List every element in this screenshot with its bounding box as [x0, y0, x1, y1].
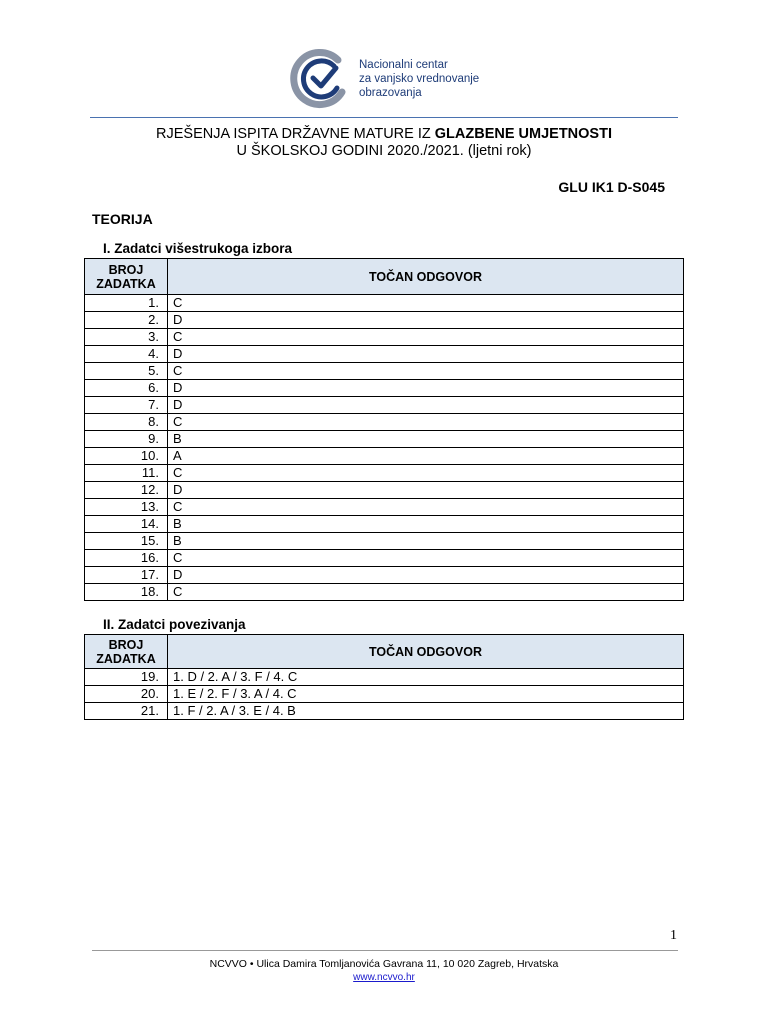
- correct-answer: D: [168, 482, 684, 499]
- table-row: [85, 431, 684, 448]
- logo-line: obrazovanja: [359, 87, 422, 99]
- task-number: 16.: [85, 550, 168, 567]
- table-row: [85, 465, 684, 482]
- correct-answer: C: [168, 363, 684, 380]
- website-link[interactable]: www.ncvvo.hr: [353, 972, 415, 983]
- ncvvo-logo: [290, 46, 490, 110]
- table-row: [85, 499, 684, 516]
- correct-answer: D: [168, 312, 684, 329]
- table-row: [85, 363, 684, 380]
- logo-line: za vanjsko vrednovanje: [359, 73, 480, 85]
- task-number: 3.: [85, 329, 168, 346]
- correct-answer: C: [168, 329, 684, 346]
- task-number: 18.: [85, 584, 168, 601]
- task-number: 13.: [85, 499, 168, 516]
- column-header-number: BROJ ZADATKA: [85, 635, 168, 669]
- task-number: 11.: [85, 465, 168, 482]
- table-row: [85, 550, 684, 567]
- title-prefix: RJEŠENJA ISPITA DRŽAVNE MATURE IZ: [156, 126, 435, 142]
- logo-text: [359, 58, 479, 100]
- answers-table-2: [84, 634, 684, 720]
- column-header-answer: TOČAN ODGOVOR: [168, 259, 684, 295]
- answers-table-1: [84, 258, 684, 601]
- table-row: [85, 329, 684, 346]
- task-number: 20.: [85, 686, 168, 703]
- correct-answer: D: [168, 567, 684, 584]
- correct-answer: A: [168, 448, 684, 465]
- footer: [0, 958, 768, 984]
- correct-answer: B: [168, 533, 684, 550]
- table-row: [85, 414, 684, 431]
- correct-answer: C: [168, 550, 684, 567]
- task-number: 7.: [85, 397, 168, 414]
- task-number: 8.: [85, 414, 168, 431]
- footer-address: NCVVO • Ulica Damira Tomljanovića Gavrana 11, 10 020 Zagreb, Hrvatska: [209, 958, 559, 970]
- correct-answer: 1. F / 2. A / 3. E / 4. B: [168, 703, 684, 720]
- task-number: 21.: [85, 703, 168, 720]
- task-number: 17.: [85, 567, 168, 584]
- exam-code: GLU IK1 D-S045: [558, 179, 665, 195]
- correct-answer: 1. E / 2. F / 3. A / 4. C: [168, 686, 684, 703]
- table-row: [85, 686, 684, 703]
- task-number: 19.: [85, 669, 168, 686]
- logo-line: Nacionalni centar: [359, 59, 448, 71]
- correct-answer: C: [168, 414, 684, 431]
- task-number: 15.: [85, 533, 168, 550]
- table-row: [85, 567, 684, 584]
- table-row: [85, 380, 684, 397]
- task-number: 10.: [85, 448, 168, 465]
- table-row: [85, 703, 684, 720]
- task-number: 4.: [85, 346, 168, 363]
- table-row: [85, 295, 684, 312]
- table-row: [85, 346, 684, 363]
- title-subject: GLAZBENE UMJETNOSTI: [434, 126, 612, 142]
- document-title: [0, 126, 768, 160]
- table-row: [85, 448, 684, 465]
- correct-answer: C: [168, 499, 684, 516]
- correct-answer: D: [168, 380, 684, 397]
- footer-divider: [92, 950, 678, 951]
- correct-answer: 1. D / 2. A / 3. F / 4. C: [168, 669, 684, 686]
- header-divider: [90, 117, 678, 118]
- table-row: [85, 312, 684, 329]
- correct-answer: D: [168, 346, 684, 363]
- table-row: [85, 669, 684, 686]
- task-number: 14.: [85, 516, 168, 533]
- title-line2: U ŠKOLSKOJ GODINI 2020./2021. (ljetni rok): [236, 143, 532, 159]
- table-row: [85, 516, 684, 533]
- table-row: [85, 584, 684, 601]
- column-header-answer: TOČAN ODGOVOR: [168, 635, 684, 669]
- task-number: 5.: [85, 363, 168, 380]
- table-row: [85, 482, 684, 499]
- correct-answer: B: [168, 516, 684, 533]
- correct-answer: C: [168, 295, 684, 312]
- task-number: 1.: [85, 295, 168, 312]
- correct-answer: C: [168, 465, 684, 482]
- task-number: 2.: [85, 312, 168, 329]
- table-row: [85, 397, 684, 414]
- section2-title: II. Zadatci povezivanja: [103, 617, 246, 632]
- section1-title: I. Zadatci višestrukoga izbora: [103, 241, 293, 256]
- column-header-number: BROJ ZADATKA: [85, 259, 168, 295]
- page-number: 1: [670, 928, 677, 943]
- check-circle-logo-icon: [290, 46, 354, 110]
- table-row: [85, 533, 684, 550]
- correct-answer: B: [168, 431, 684, 448]
- section-heading: TEORIJA: [92, 211, 153, 227]
- correct-answer: C: [168, 584, 684, 601]
- correct-answer: D: [168, 397, 684, 414]
- task-number: 12.: [85, 482, 168, 499]
- task-number: 9.: [85, 431, 168, 448]
- task-number: 6.: [85, 380, 168, 397]
